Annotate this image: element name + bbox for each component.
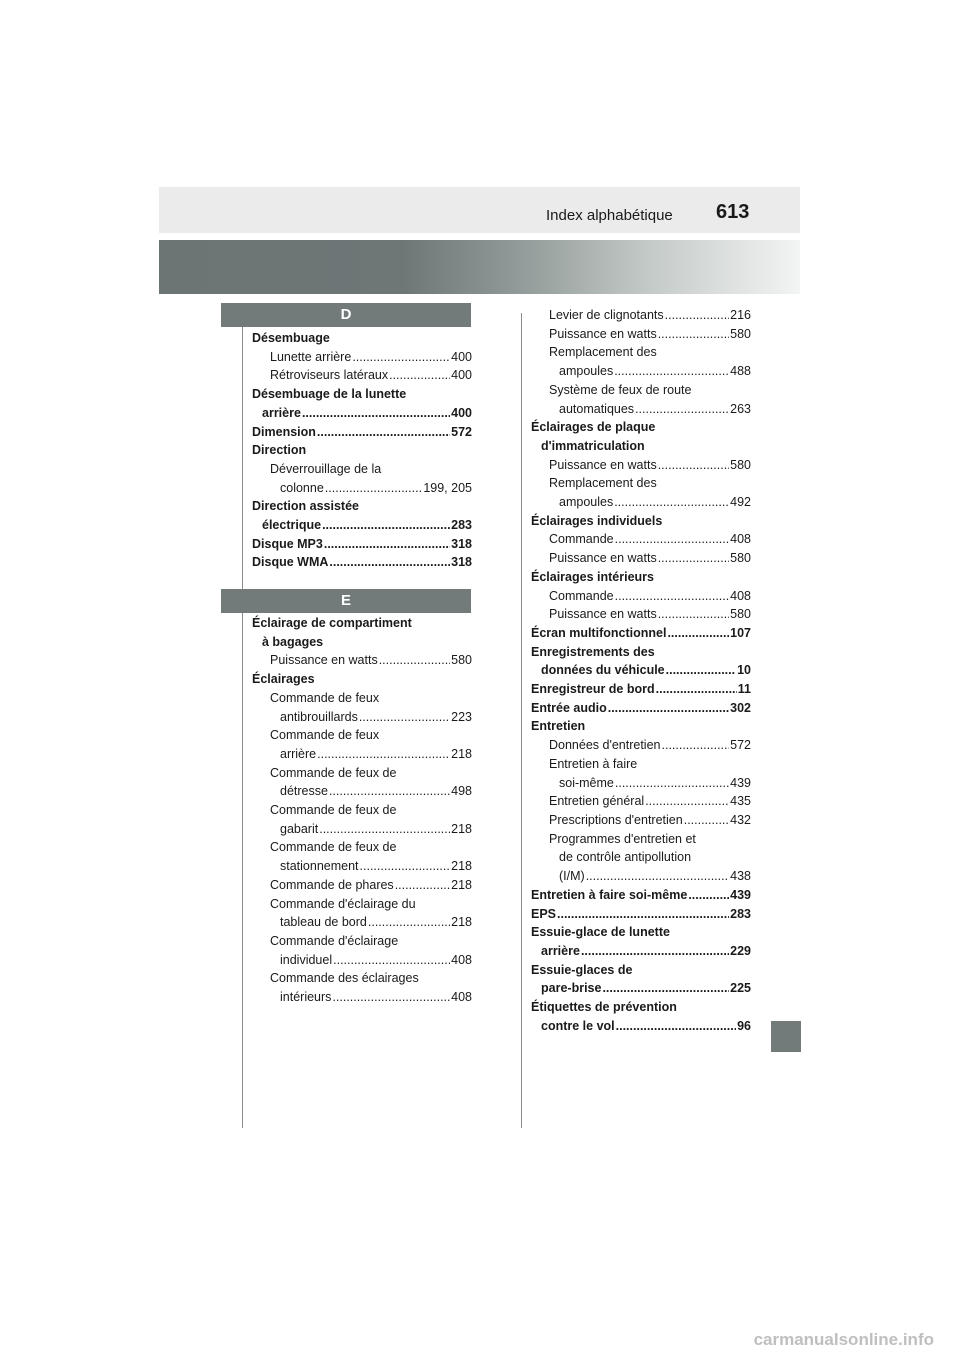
index-entry [252,423,472,442]
index-term: Désembuage [252,331,330,345]
dot-leader [645,792,729,811]
dot-leader [395,876,450,895]
dot-leader [586,867,729,886]
index-term: colonne [280,480,324,495]
dot-leader [665,306,729,325]
index-page-ref: 218 [451,915,472,930]
index-term: Lunette arrière [270,349,352,364]
index-column-d [252,329,472,572]
dot-leader [368,913,450,932]
index-term: Commande d'éclairage [270,933,399,948]
index-term: Éclairage de compartiment [252,616,412,630]
index-entry [252,441,472,460]
index-term: Entretien général [549,794,645,809]
index-term: électrique [262,518,322,533]
index-page-ref: 439 [730,775,751,790]
index-column-e [252,614,472,1007]
index-page-ref: 492 [730,495,751,510]
index-entry [531,493,751,512]
dot-leader [329,782,450,801]
index-page-ref: 408 [451,990,472,1005]
index-page-ref: 432 [730,812,751,827]
index-term: détresse [280,784,328,799]
index-page-ref: 229 [730,943,751,958]
index-term: Commande de feux de [270,803,397,818]
index-term: Disque WMA [252,555,329,570]
index-term: Puissance en watts [270,653,378,668]
index-term: arrière [262,405,301,420]
dot-leader [658,325,729,344]
index-term: Puissance en watts [549,326,657,341]
dot-leader [667,624,729,643]
index-page-ref: 96 [737,1018,751,1033]
left-column-rule [242,313,243,1128]
index-page-ref: 218 [451,746,472,761]
index-page-ref: 439 [730,887,751,902]
index-entry [531,942,751,961]
dot-leader [581,942,729,961]
dot-leader [359,708,450,727]
index-entry [252,764,472,783]
index-page-ref: 572 [730,738,751,753]
running-header-title: Index alphabétique [546,207,673,224]
index-term: EPS [531,906,557,921]
decorative-gradient-band [159,240,800,294]
index-term: antibrouillards [280,709,358,724]
dot-leader [615,774,729,793]
dot-leader [658,549,729,568]
dot-leader [658,456,729,475]
index-entry [531,736,751,755]
index-term: Déverrouillage de la [270,461,382,476]
index-term: Dimension [252,424,316,439]
index-term: arrière [280,746,317,761]
index-page-ref: 223 [451,709,472,724]
index-term: Étiquettes de prévention [531,1000,677,1015]
index-page-ref: 400 [451,405,472,420]
index-entry [252,913,472,932]
index-page-ref: 580 [730,551,751,566]
dot-leader [658,605,729,624]
index-term: Écran multifonctionnel [531,625,667,640]
index-page-ref: 400 [451,349,472,364]
index-page-ref: 408 [730,532,751,547]
index-entry [531,512,751,531]
index-entry [252,857,472,876]
index-entry [531,456,751,475]
index-entry [252,348,472,367]
dot-leader [666,661,736,680]
index-entry [252,895,472,914]
index-term: Direction [252,443,307,458]
dot-leader [389,366,450,385]
dot-leader [635,400,729,419]
dot-leader [616,1017,736,1036]
index-entry [252,708,472,727]
index-page-ref: 438 [730,869,751,884]
index-term: gabarit [280,821,319,836]
index-entry [531,830,751,849]
index-term: Commande de feux de [270,840,397,855]
index-entry [252,404,472,423]
index-entry [252,838,472,857]
right-column-rule [521,313,522,1128]
index-term: Entretien à faire [549,756,638,771]
index-entry [252,614,472,633]
dot-leader [329,553,450,572]
index-page-ref: 488 [730,364,751,379]
index-entry [252,366,472,385]
section-header-d: D [221,303,471,327]
index-entry [252,932,472,951]
index-term: soi-même [559,775,614,790]
index-term: intérieurs [280,990,332,1005]
index-page-ref: 580 [451,653,472,668]
dot-leader [302,404,450,423]
index-term: Commande de feux [270,690,380,705]
index-term: Entrée audio [531,700,607,715]
index-term: à bagages [262,634,324,649]
index-term: Commande [549,532,614,547]
index-entry [531,661,751,680]
index-page-ref: 580 [730,607,751,622]
index-term: Rétroviseurs latéraux [270,368,389,383]
index-entry [531,624,751,643]
index-term: Essuie-glaces de [531,962,633,977]
index-term: arrière [541,943,580,958]
index-term: contre le vol [541,1018,615,1033]
dot-leader [684,811,729,830]
index-entry [531,400,751,419]
index-entry [252,385,472,404]
index-entry [531,568,751,587]
index-entry [531,306,751,325]
index-page-ref: 11 [737,682,751,697]
dot-leader [662,736,730,755]
index-entry [531,474,751,493]
index-entry [252,876,472,895]
index-term: Commande de feux [270,728,380,743]
index-term: Remplacement des [549,345,657,360]
index-entry [531,811,751,830]
index-column-right [531,306,751,1035]
dot-leader [602,979,729,998]
index-term: Système de feux de route [549,382,692,397]
index-entry [531,848,751,867]
index-entry [531,1017,751,1036]
index-page-ref: 318 [451,555,472,570]
index-entry [531,325,751,344]
index-entry [531,680,751,699]
index-term: Prescriptions d'entretien [549,812,683,827]
dot-leader [614,362,729,381]
index-term: Commande [549,588,614,603]
index-term: d'immatriculation [541,438,645,453]
dot-leader [360,857,451,876]
index-entry [531,381,751,400]
page-number: 613 [716,201,750,223]
index-page-ref: 498 [451,784,472,799]
index-page-ref: 580 [730,326,751,341]
index-entry [531,867,751,886]
index-entry [531,362,751,381]
dot-leader [333,951,450,970]
index-page-ref: 218 [451,821,472,836]
index-entry [252,782,472,801]
index-entry [252,820,472,839]
index-page-ref: 580 [730,457,751,472]
index-term: Commande d'éclairage du [270,896,416,911]
index-entry [531,923,751,942]
index-page-ref: 218 [451,859,472,874]
index-entry [252,726,472,745]
dot-leader [319,820,450,839]
dot-leader [332,988,450,1007]
index-term: (I/M) [559,869,585,884]
index-entry [252,689,472,708]
index-page-ref: 435 [730,794,751,809]
index-term: Disque MP3 [252,536,323,551]
index-entry [531,774,751,793]
index-term: Commande des éclairages [270,971,419,986]
index-term: Levier de clignotants [549,308,664,322]
section-header-e: E [221,589,471,613]
dot-leader [608,699,729,718]
index-term: Remplacement des [549,476,657,491]
index-page-ref: 572 [451,424,472,439]
index-term: Direction assistée [252,499,359,514]
index-entry [252,460,472,479]
dot-leader [557,905,729,924]
index-page-ref: 302 [730,700,751,715]
index-term: Puissance en watts [549,457,657,472]
index-entry [252,801,472,820]
index-term: de contrôle antipollution [559,850,692,865]
index-entry [531,437,751,456]
index-term: Enregistreur de bord [531,682,655,697]
chapter-thumb-tab [771,1021,801,1052]
index-page-ref: 400 [451,368,472,383]
index-term: Éclairages intérieurs [531,569,654,584]
index-term: tableau de bord [280,915,367,930]
index-term: individuel [280,952,333,967]
index-term: Entretien [531,719,586,734]
dot-leader [379,651,450,670]
index-term: Programmes d'entretien et [549,831,696,846]
dot-leader [325,479,423,498]
dot-leader [352,348,450,367]
index-term: Désembuage de la lunette [252,387,407,402]
index-term: Puissance en watts [549,607,657,622]
index-entry [252,553,472,572]
index-entry [531,418,751,437]
index-entry [252,535,472,554]
index-term: Enregistrements des [531,644,655,659]
index-entry [531,549,751,568]
index-entry [531,979,751,998]
index-term: Commande de phares [270,877,394,892]
index-entry [252,516,472,535]
index-entry [531,886,751,905]
index-term: Données d'entretien [549,738,661,753]
index-term: automatiques [559,401,635,416]
index-entry [252,329,472,348]
watermark: carmanualsonline.info [753,1330,934,1349]
index-term: Éclairages [252,672,315,687]
index-page-ref: 218 [451,877,472,892]
dot-leader [614,493,729,512]
index-page-ref: 318 [451,536,472,551]
index-term: pare-brise [541,981,602,996]
index-entry [531,717,751,736]
index-entry [252,633,472,652]
index-entry [531,699,751,718]
index-page-ref: 283 [451,518,472,533]
index-entry [531,755,751,774]
index-page-ref: 408 [730,588,751,603]
index-page-ref: 263 [730,401,751,416]
index-page-ref: 199, 205 [423,480,472,495]
index-page-ref: 10 [737,663,751,678]
index-page-ref: 225 [730,981,751,996]
index-term: Éclairages de plaque [531,420,656,435]
index-entry [252,497,472,516]
index-term: stationnement [280,859,359,874]
index-entry [252,651,472,670]
dot-leader [317,745,450,764]
index-entry [531,792,751,811]
dot-leader [317,423,450,442]
index-entry [252,951,472,970]
index-term: données du véhicule [541,663,665,678]
index-term: Commande de feux de [270,765,397,780]
index-term: Essuie-glace de lunette [531,925,670,940]
index-entry [531,643,751,662]
index-entry [252,969,472,988]
index-entry [252,745,472,764]
index-page-ref: 216 [730,308,751,322]
index-term: ampoules [559,495,614,510]
index-entry [531,343,751,362]
dot-leader [688,886,729,905]
index-term: ampoules [559,364,614,379]
dot-leader [656,680,737,699]
index-entry [531,905,751,924]
index-entry [252,670,472,689]
dot-leader [324,535,450,554]
dot-leader [615,587,730,606]
index-entry [531,530,751,549]
index-page-ref: 408 [451,952,472,967]
index-entry [531,961,751,980]
dot-leader [615,530,730,549]
index-entry [252,479,472,498]
index-term: Éclairages individuels [531,513,663,528]
index-term: Puissance en watts [549,551,657,566]
index-term: Entretien à faire soi-même [531,887,688,902]
index-entry [252,988,472,1007]
header-bar [159,187,800,233]
index-entry [531,998,751,1017]
dot-leader [322,516,450,535]
index-entry [531,587,751,606]
index-page-ref: 107 [730,625,751,640]
index-entry [531,605,751,624]
index-page-ref: 283 [730,906,751,921]
